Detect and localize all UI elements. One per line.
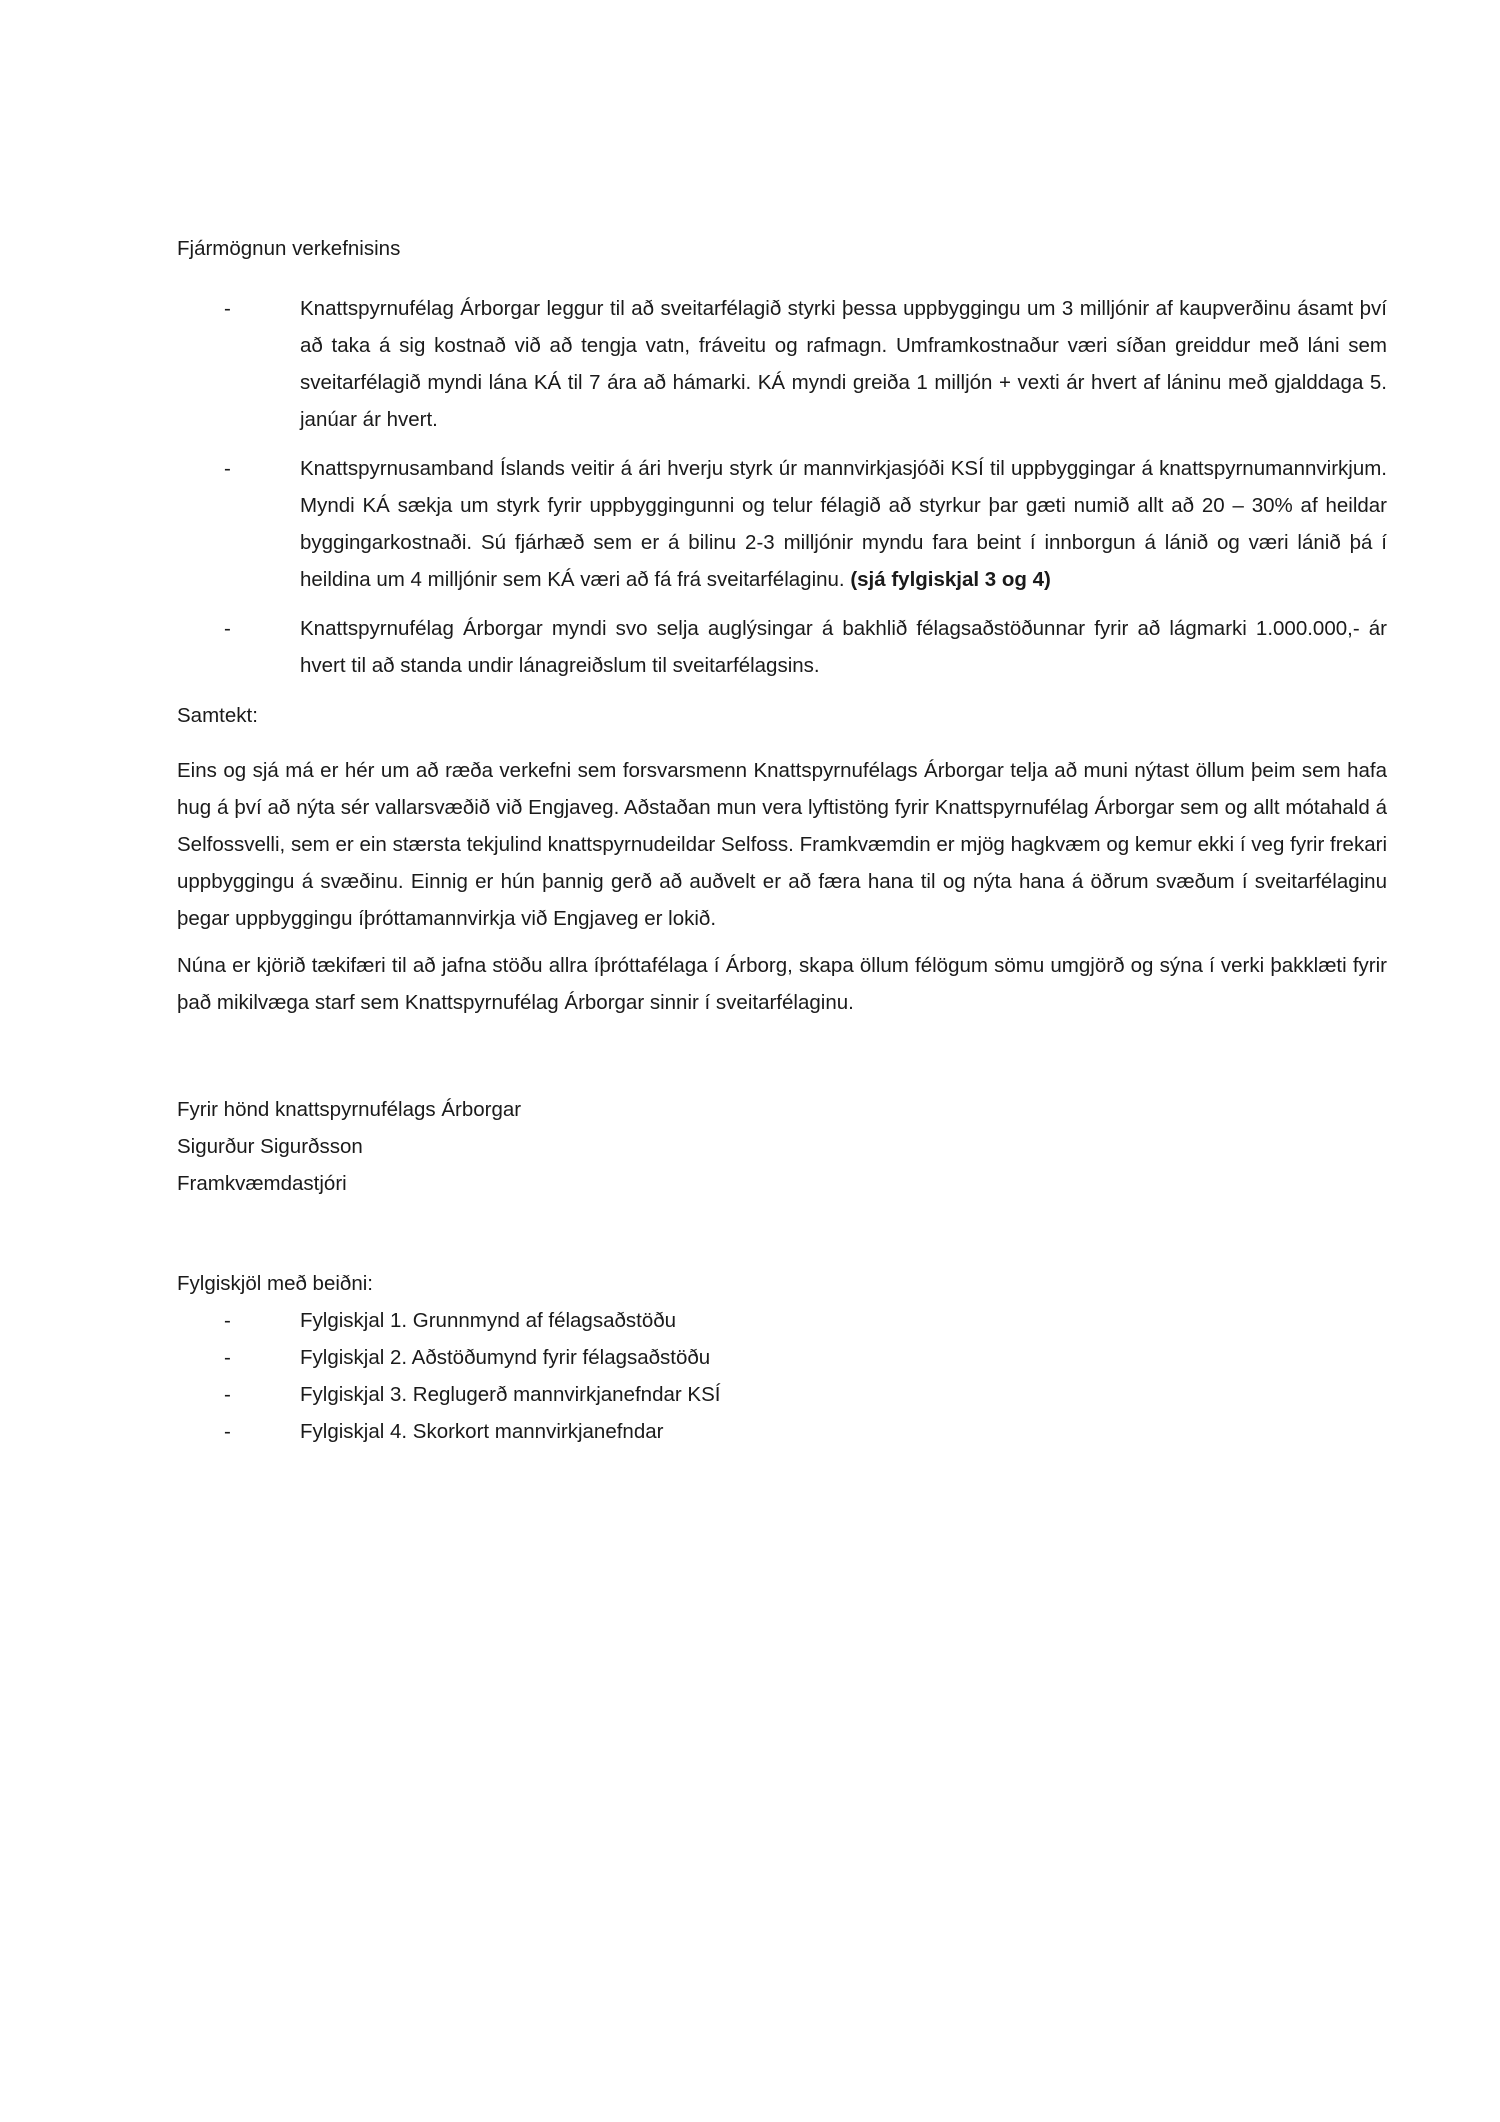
bullet-text-bold-attachment-ref: (sjá fylgiskjal 3 og 4)	[850, 568, 1051, 591]
bullet-text-main: Knattspyrnufélag Árborgar leggur til að sveitarfélagið styrki þessa uppbyggingu um 3 milljónir af kaupverðinu ásamt því að taka á sig kostnað við að tengja vatn, fráveitu og rafmagn. Umframkostnaður væri síðan greiddur með láni sem sveitarfélagið myndi lána KÁ til 7 ára að hámarki. KÁ myndi greiða 1 milljón + vexti ár hvert af láninu með gjalddaga 5. janúar ár hvert.	[300, 297, 1387, 431]
bullet-text-main: Knattspyrnusamband Íslands veitir á ári hverju styrk úr mannvirkjasjóði KSÍ til uppbyggingar á knattspyrnumannvirkjum. Myndi KÁ sækja um styrk fyrir uppbyggingunni og telur félagið að styrkur þar gæti numið allt að 20 – 30% af heildar byggingarkostnaði. Sú fjárhæð sem er á bilinu 2-3 milljónir myndu fara beint í innborgun á lánið og væri lánið þá í heildina um 4 milljónir sem KÁ væri að fá frá sveitarfélaginu.	[300, 457, 1387, 591]
attachment-text: Fylgiskjal 3. Reglugerð mannvirkjanefndar KSÍ	[300, 1383, 721, 1406]
attachment-text: Fylgiskjal 4. Skorkort mannvirkjanefndar	[300, 1420, 664, 1443]
summary-paragraph-1: Eins og sjá má er hér um að ræða verkefni sem forsvarsmenn Knattspyrnufélags Árborgar telja að muni nýtast öllum þeim sem hafa hug á því að nýta sér vallarsvæðið við Engjaveg. Aðstaðan mun vera lyftistöng fyrir Knattspyrnufélag Árborgar sem og allt mótahald á Selfossvelli, sem er ein stærsta tekjulind knattspyrnudeildar Selfoss. Framkvæmdin er mjög hagkvæm og kemur ekki í veg fyrir frekari uppbyggingu á svæðinu. Einnig er hún þannig gerð að auðvelt er að færa hana til og nýta hana á öðrum svæðum í sveitarfélaginu þegar uppbyggingu íþróttamannvirkja við Engjaveg er lokið.	[177, 759, 1387, 930]
attachment-text: Fylgiskjal 1. Grunnmynd af félagsaðstöðu	[300, 1309, 677, 1332]
bullet-text	[300, 610, 1387, 684]
bullet-text	[300, 450, 1387, 598]
attachments-list	[177, 1302, 1387, 1450]
list-item-attachment-3	[224, 1376, 1387, 1413]
bullet-text-main: Knattspyrnufélag Árborgar myndi svo selja auglýsingar á bakhlið félagsaðstöðunnar fyrir að lágmarki 1.000.000,- ár hvert til að standa undir lánagreiðslum til sveitarfélagsins.	[300, 617, 1387, 677]
dash-bullet-marker: -	[224, 617, 231, 640]
list-item-attachment-1	[224, 1302, 1387, 1339]
section-heading-attachments: Fylgiskjöl með beiðni:	[177, 1272, 373, 1295]
list-item-attachment-4	[224, 1413, 1387, 1450]
signature-on-behalf: Fyrir hönd knattspyrnufélags Árborgar	[177, 1098, 522, 1121]
section-heading-summary: Samtekt:	[177, 704, 258, 727]
signature-title: Framkvæmdastjóri	[177, 1172, 347, 1195]
list-item-municipal-grant	[224, 290, 1387, 438]
summary-paragraph-2: Núna er kjörið tækifæri til að jafna stöðu allra íþróttafélaga í Árborg, skapa öllum félögum sömu umgjörð og sýna í verki þakklæti fyrir það mikilvæga starf sem Knattspyrnufélag Árborgar sinnir í sveitarfélaginu.	[177, 954, 1387, 1014]
bullet-text	[300, 290, 1387, 438]
dash-bullet-marker: -	[224, 457, 231, 480]
list-item-attachment-2	[224, 1339, 1387, 1376]
dash-bullet-marker: -	[224, 1346, 231, 1369]
dash-bullet-marker: -	[224, 297, 231, 320]
signature-name: Sigurður Sigurðsson	[177, 1135, 363, 1158]
section-heading-funding: Fjármögnun verkefnisins	[177, 237, 401, 260]
dash-bullet-marker: -	[224, 1383, 231, 1406]
funding-bullet-list	[177, 290, 1387, 684]
list-item-ksi-fund	[224, 450, 1387, 598]
dash-bullet-marker: -	[224, 1420, 231, 1443]
dash-bullet-marker: -	[224, 1309, 231, 1332]
attachment-text: Fylgiskjal 2. Aðstöðumynd fyrir félagsaðstöðu	[300, 1346, 711, 1369]
list-item-advertising	[224, 610, 1387, 684]
